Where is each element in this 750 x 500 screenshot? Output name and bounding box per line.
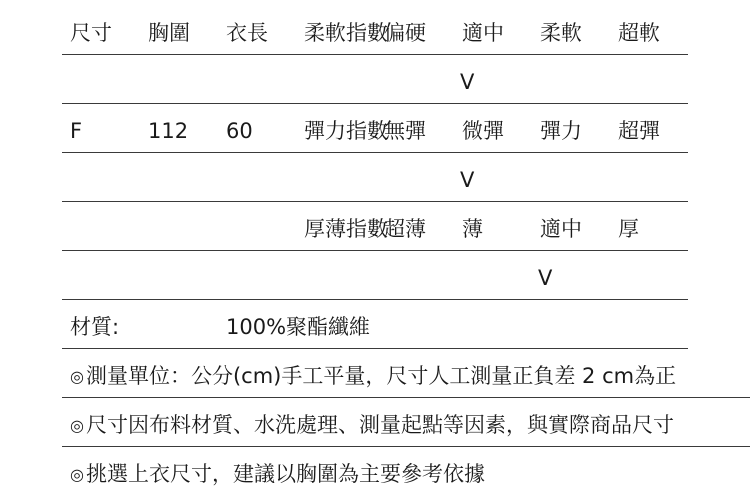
- table-row-size-f: [62, 103, 688, 153]
- thickness-check-mark: V: [538, 266, 553, 290]
- length-value: 60: [226, 119, 253, 143]
- elasticity-option-stretch: 彈力: [540, 119, 582, 143]
- note-text: 測量單位：公分(cm)手工平量，尺寸人工測量正負差 2 cm為正: [85, 364, 677, 388]
- bullseye-icon: ◎: [70, 367, 84, 386]
- elasticity-index-label: 彈力指數: [304, 119, 388, 143]
- elasticity-option-super: 超彈: [618, 119, 660, 143]
- softness-option-soft: 柔軟: [540, 21, 582, 45]
- chest-value: 112: [148, 119, 189, 143]
- elasticity-check-mark: V: [460, 168, 475, 192]
- note-size-advice: [62, 446, 750, 495]
- table-row-elasticity-selection: [62, 152, 688, 202]
- table-row-softness-selection: [62, 54, 688, 104]
- thickness-index-label: 厚薄指數: [304, 217, 388, 241]
- material-value: 100%聚酯纖維: [226, 315, 371, 339]
- softness-option-stiff: 偏硬: [384, 21, 426, 45]
- softness-check-mark: V: [460, 70, 475, 94]
- length-header: 衣長: [226, 21, 268, 45]
- softness-option-extra-soft: 超軟: [618, 21, 660, 45]
- softness-index-label: 柔軟指數: [304, 21, 388, 45]
- elasticity-option-slight: 微彈: [462, 119, 504, 143]
- size-header: 尺寸: [70, 21, 112, 45]
- bullseye-icon: ◎: [70, 416, 84, 435]
- thickness-option-thin: 薄: [462, 217, 483, 241]
- note-text: 尺寸因布料材質、水洗處理、測量起點等因素，與實際商品尺寸: [85, 413, 674, 437]
- thickness-option-extra-thin: 超薄: [384, 217, 426, 241]
- note-measurement-unit: [62, 348, 750, 398]
- thickness-option-medium: 適中: [540, 217, 582, 241]
- table-row-thickness: [62, 201, 688, 251]
- size-value: F: [70, 119, 83, 143]
- table-row-material: [62, 299, 688, 349]
- note-text: 挑選上衣尺寸，建議以胸圍為主要參考依據: [85, 462, 485, 486]
- note-size-factors: [62, 397, 750, 447]
- bullseye-icon: ◎: [70, 465, 84, 484]
- thickness-option-thick: 厚: [618, 217, 639, 241]
- softness-option-medium: 適中: [462, 21, 504, 45]
- elasticity-option-none: 無彈: [384, 119, 426, 143]
- table-row-header: [62, 5, 688, 55]
- chest-header: 胸圍: [148, 21, 190, 45]
- material-label: 材質:: [70, 315, 120, 339]
- table-row-thickness-selection: [62, 250, 688, 300]
